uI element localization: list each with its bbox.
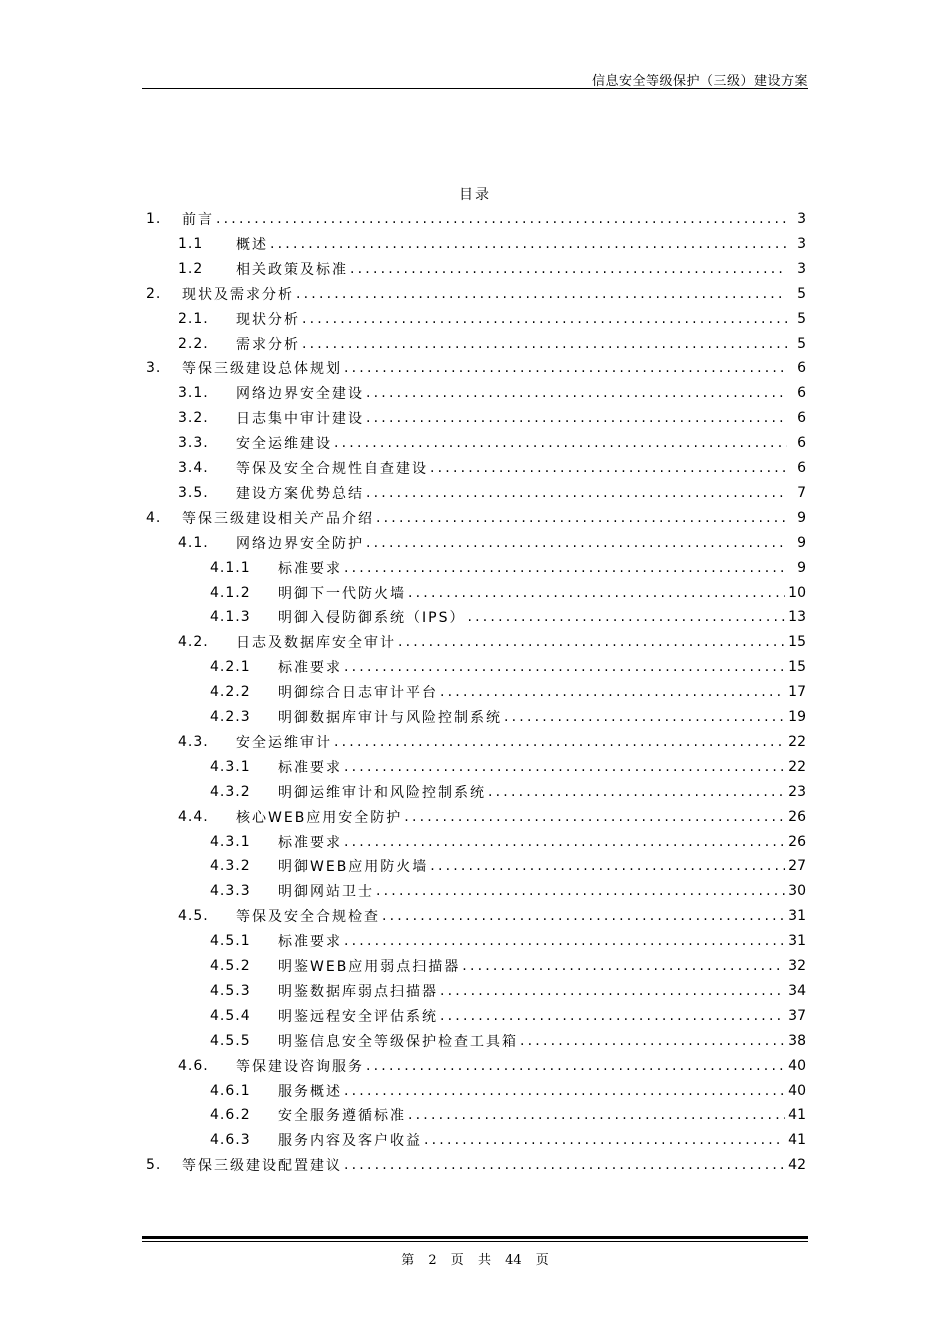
footer-label-prefix: 第 — [401, 1253, 415, 1268]
toc-entry-title: 等保及安全合规性自查建设 — [236, 461, 428, 477]
toc-entry-page: 22 — [788, 758, 806, 775]
toc-dot-leader — [440, 684, 785, 700]
toc-entry-title: 等保建设咨询服务 — [236, 1058, 364, 1075]
toc-dot-leader — [376, 883, 785, 899]
toc-entry-number: 3.5. — [178, 484, 209, 501]
toc-entry-number: 3.1. — [178, 385, 209, 402]
toc-entry-number: 4.6.2 — [210, 1107, 251, 1124]
toc-dot-leader — [398, 634, 785, 650]
toc-entry-title: 明鉴信息安全等级保护检查工具箱 — [278, 1033, 518, 1050]
toc-entry-title: 概述 — [236, 236, 268, 253]
toc-dot-leader — [334, 435, 787, 451]
toc-entry-title: 网络边界安全建设 — [236, 386, 364, 403]
toc-entry-title: 明御网站卫士 — [278, 884, 374, 901]
toc-dot-leader — [366, 1058, 785, 1074]
toc-entry[interactable] — [210, 981, 806, 1001]
toc-entry[interactable] — [210, 782, 806, 802]
toc-dot-leader — [344, 659, 785, 675]
toc-dot-leader — [408, 1107, 785, 1123]
toc-dot-leader — [344, 1157, 785, 1173]
toc-entry[interactable] — [178, 309, 806, 329]
toc-entry-number: 4.4. — [178, 808, 209, 825]
toc-entry[interactable] — [178, 732, 806, 752]
toc-entry-number: 4.2.3 — [210, 709, 251, 725]
toc-entry-title: 安全运维审计 — [236, 734, 332, 751]
toc-entry[interactable] — [210, 1006, 806, 1026]
toc-dot-leader — [296, 286, 787, 302]
toc-entry-title: 明鉴远程安全评估系统 — [278, 1008, 438, 1025]
toc-dot-leader — [350, 261, 787, 277]
toc-entry-number: 4.1. — [178, 534, 209, 551]
toc-entry[interactable] — [210, 856, 806, 876]
footer-label-page: 页 — [450, 1253, 464, 1268]
toc-entry-page: 26 — [788, 808, 806, 825]
toc-entry-page: 31 — [788, 933, 806, 950]
toc-entry-page: 6 — [797, 410, 806, 427]
toc-entry-number: 4.6.1 — [210, 1082, 251, 1099]
toc-entry-page: 5 — [797, 335, 806, 352]
toc-entry-page: 19 — [788, 709, 806, 725]
toc-entry[interactable] — [178, 1056, 806, 1076]
footer-label-total: 共 — [477, 1253, 491, 1268]
toc-entry-number: 4.5.2 — [210, 958, 251, 974]
toc-entry-number: 2.1. — [178, 310, 209, 327]
toc-entry-page: 40 — [788, 1082, 806, 1099]
footer-total-pages: 44 — [505, 1253, 522, 1268]
toc-entry-title: 安全运维建设 — [236, 436, 332, 453]
toc-entry-page: 26 — [788, 833, 806, 850]
toc-entry-title: 等保及安全合规检查 — [236, 909, 380, 926]
toc-dot-leader — [467, 609, 785, 625]
toc-entry[interactable] — [210, 1130, 806, 1150]
toc-entry-number: 1.2 — [178, 260, 204, 277]
toc-entry-number: 2. — [146, 285, 162, 302]
toc-dot-leader — [440, 1008, 785, 1024]
toc-entry-number: 4.6. — [178, 1057, 209, 1074]
toc-entry-page: 5 — [797, 285, 806, 302]
toc-entry-title: 相关政策及标准 — [236, 261, 348, 278]
toc-entry-title: 现状及需求分析 — [182, 286, 294, 303]
toc-entry[interactable] — [210, 1081, 806, 1101]
toc-dot-leader — [408, 585, 785, 601]
toc-dot-leader — [344, 560, 787, 576]
toc-dot-leader — [344, 759, 785, 775]
toc-entry-number: 3.4. — [178, 460, 209, 476]
toc-entry-number: 3.3. — [178, 435, 209, 452]
toc-entry-page: 32 — [788, 958, 806, 974]
toc-entry-page: 3 — [797, 260, 806, 277]
toc-entry[interactable] — [210, 832, 806, 852]
toc-entry-number: 4.1.2 — [210, 584, 251, 601]
toc-entry-title: 等保三级建设配置建议 — [182, 1158, 342, 1175]
toc-dot-leader — [366, 410, 787, 426]
toc-dot-leader — [404, 809, 785, 825]
toc-entry-number: 1.1 — [178, 235, 204, 252]
toc-dot-leader — [366, 385, 787, 401]
toc-entry-page: 9 — [797, 509, 806, 526]
toc-dot-leader — [430, 460, 787, 476]
toc-entry-page: 22 — [788, 733, 806, 750]
toc-entry-title: 明御综合日志审计平台 — [278, 685, 438, 702]
toc-entry-page: 15 — [788, 634, 806, 651]
toc-entry-page: 38 — [788, 1032, 806, 1049]
toc-entry-title: 明御下一代防火墙 — [278, 585, 406, 602]
toc-entry-title: 标准要求 — [278, 834, 342, 851]
toc-dot-leader — [376, 510, 787, 526]
toc-entry-page: 6 — [797, 460, 806, 476]
toc-entry-page: 30 — [788, 883, 806, 900]
toc-entry-number: 4.5. — [178, 908, 209, 925]
toc-entry[interactable] — [146, 358, 806, 378]
toc-dot-leader — [344, 933, 785, 949]
toc-entry-page: 31 — [788, 908, 806, 925]
toc-entry[interactable] — [178, 259, 806, 279]
toc-dot-leader — [366, 485, 787, 501]
toc-entry[interactable] — [178, 433, 806, 453]
footer-rule-thin — [142, 1241, 808, 1242]
header-rule — [142, 88, 808, 89]
toc-entry[interactable] — [178, 906, 806, 926]
toc-entry-page: 9 — [797, 534, 806, 551]
toc-entry-number: 4.6.3 — [210, 1132, 251, 1149]
toc-entry[interactable] — [210, 881, 806, 901]
toc-entry[interactable] — [178, 632, 806, 652]
toc-dot-leader — [504, 709, 785, 725]
toc-dot-leader — [344, 360, 787, 376]
toc-entry-number: 4.3.3 — [210, 883, 251, 900]
toc-entry-page: 23 — [788, 783, 806, 800]
toc-dot-leader — [424, 1132, 785, 1148]
toc-entry-title: 标准要求 — [278, 660, 342, 677]
toc-dot-leader — [430, 858, 785, 874]
toc-entry-title: 明鉴WEB应用弱点扫描器 — [278, 959, 461, 975]
toc-entry[interactable] — [210, 931, 806, 951]
toc-entry-page: 3 — [797, 235, 806, 252]
toc-entry-title: 现状分析 — [236, 311, 300, 328]
toc-entry-number: 4.5.4 — [210, 1007, 251, 1024]
toc-entry-page: 6 — [797, 435, 806, 452]
toc-entry-title: 标准要求 — [278, 560, 342, 577]
toc-dot-leader — [462, 958, 785, 974]
toc-dot-leader — [344, 834, 785, 850]
toc-entry[interactable] — [210, 707, 806, 727]
toc-dot-leader — [302, 336, 787, 352]
toc-entry[interactable] — [210, 682, 806, 702]
toc-entry-number: 4.3.2 — [210, 783, 251, 800]
toc-entry-page: 27 — [788, 858, 806, 875]
toc-entry-title: 明御数据库审计与风险控制系统 — [278, 710, 502, 726]
toc-entry[interactable] — [210, 757, 806, 777]
toc-entry-title: 明鉴数据库弱点扫描器 — [278, 983, 438, 1000]
toc-dot-leader — [344, 1083, 785, 1099]
toc-entry[interactable] — [178, 234, 806, 254]
toc-entry-number: 3.2. — [178, 410, 209, 427]
toc-entry-page: 6 — [797, 360, 806, 377]
toc-entry-title: 日志及数据库安全审计 — [236, 635, 396, 652]
toc-dot-leader — [302, 311, 787, 327]
toc-entry-number: 4.2.2 — [210, 684, 251, 701]
toc-dot-leader — [334, 734, 785, 750]
page-footer — [0, 1249, 950, 1268]
toc-entry-number: 4.3.1 — [210, 758, 251, 775]
toc-entry[interactable] — [178, 408, 806, 428]
toc-entry-number: 4. — [146, 509, 162, 526]
toc-entry-number: 4.1.3 — [210, 609, 251, 626]
toc-entry-title: 明御WEB应用防火墙 — [278, 859, 429, 876]
toc-entry-page: 3 — [797, 211, 806, 227]
toc-entry-page: 7 — [797, 484, 806, 501]
toc-entry-title: 标准要求 — [278, 934, 342, 951]
toc-dot-leader — [488, 784, 785, 800]
toc-entry-title: 前言 — [182, 212, 214, 228]
toc-entry-page: 13 — [788, 609, 806, 626]
toc-entry-number: 4.3. — [178, 733, 209, 750]
toc-dot-leader — [382, 908, 785, 924]
toc-entry[interactable] — [178, 383, 806, 403]
toc-entry[interactable] — [210, 956, 806, 976]
toc-entry-title: 标准要求 — [278, 759, 342, 776]
toc-entry-number: 4.1.1 — [210, 559, 251, 576]
toc-entry-title: 网络边界安全防护 — [236, 535, 364, 552]
toc-entry-title: 日志集中审计建设 — [236, 411, 364, 428]
toc-entry-page: 9 — [797, 559, 806, 576]
running-header-title: 信息安全等级保护（三级）建设方案 — [591, 74, 808, 89]
toc-entry[interactable] — [146, 284, 806, 304]
toc-entry-title: 服务概述 — [278, 1083, 342, 1100]
toc-entry[interactable] — [210, 1031, 806, 1051]
toc-entry[interactable] — [210, 1105, 806, 1125]
footer-rule-thick — [142, 1236, 808, 1239]
toc-dot-leader — [520, 1033, 785, 1049]
toc-entry-page: 34 — [788, 982, 806, 999]
toc-dot-leader — [270, 236, 787, 252]
toc-entry[interactable] — [210, 583, 806, 603]
toc-entry[interactable] — [146, 1155, 806, 1175]
toc-entry-title: 服务内容及客户收益 — [278, 1133, 422, 1150]
toc-entry[interactable] — [178, 334, 806, 354]
toc-entry-title: 明御运维审计和风险控制系统 — [278, 784, 486, 801]
toc-entry-page: 15 — [788, 659, 806, 676]
toc-entry-page: 42 — [788, 1157, 806, 1174]
toc-entry[interactable] — [146, 209, 806, 229]
toc-entry-number: 3. — [146, 360, 162, 377]
toc-entry-page: 40 — [788, 1057, 806, 1074]
toc-entry-page: 10 — [788, 584, 806, 601]
toc-entry-page: 6 — [797, 385, 806, 402]
toc-entry-title: 建设方案优势总结 — [236, 485, 364, 502]
toc-entry[interactable] — [178, 458, 806, 478]
toc-entry-title: 核心WEB应用安全防护 — [236, 809, 403, 826]
toc-dot-leader — [216, 211, 787, 227]
footer-label-suffix: 页 — [535, 1253, 549, 1268]
toc-entry-number: 4.2.1 — [210, 659, 251, 676]
footer-current-page: 2 — [428, 1253, 437, 1268]
toc-dot-leader — [440, 983, 785, 999]
toc-entry-title: 需求分析 — [236, 336, 300, 353]
toc-title: 目录 — [459, 187, 491, 203]
toc-entry-page: 41 — [788, 1132, 806, 1149]
toc-entry-number: 4.5.3 — [210, 982, 251, 999]
toc-entry-title: 等保三级建设相关产品介绍 — [182, 510, 374, 527]
toc-entry-number: 4.5.5 — [210, 1032, 251, 1049]
toc-entry-page: 17 — [788, 684, 806, 701]
toc-entry-number: 2.2. — [178, 335, 209, 352]
toc-entry-page: 41 — [788, 1107, 806, 1124]
toc-dot-leader — [366, 535, 787, 551]
toc-entry-number: 4.3.2 — [210, 858, 251, 875]
toc-entry[interactable] — [146, 508, 806, 528]
toc-entry-number: 4.2. — [178, 634, 209, 651]
toc-entry[interactable] — [210, 607, 806, 627]
toc-entry-number: 4.5.1 — [210, 933, 251, 950]
toc-entry-page: 5 — [797, 310, 806, 327]
toc-entry-title: 安全服务遵循标准 — [278, 1108, 406, 1125]
toc-entry[interactable] — [210, 657, 806, 677]
toc-entry[interactable] — [210, 558, 806, 578]
toc-entry[interactable] — [178, 483, 806, 503]
toc-entry-number: 5. — [146, 1157, 162, 1174]
toc-entry-title: 等保三级建设总体规划 — [182, 361, 342, 378]
toc-entry[interactable] — [178, 533, 806, 553]
toc-entry-page: 37 — [788, 1007, 806, 1024]
toc-entry[interactable] — [178, 807, 806, 827]
toc-entry-number: 4.3.1 — [210, 833, 251, 850]
toc-entry-number: 1. — [146, 211, 162, 227]
toc-entry-title: 明御入侵防御系统（IPS） — [278, 610, 466, 627]
